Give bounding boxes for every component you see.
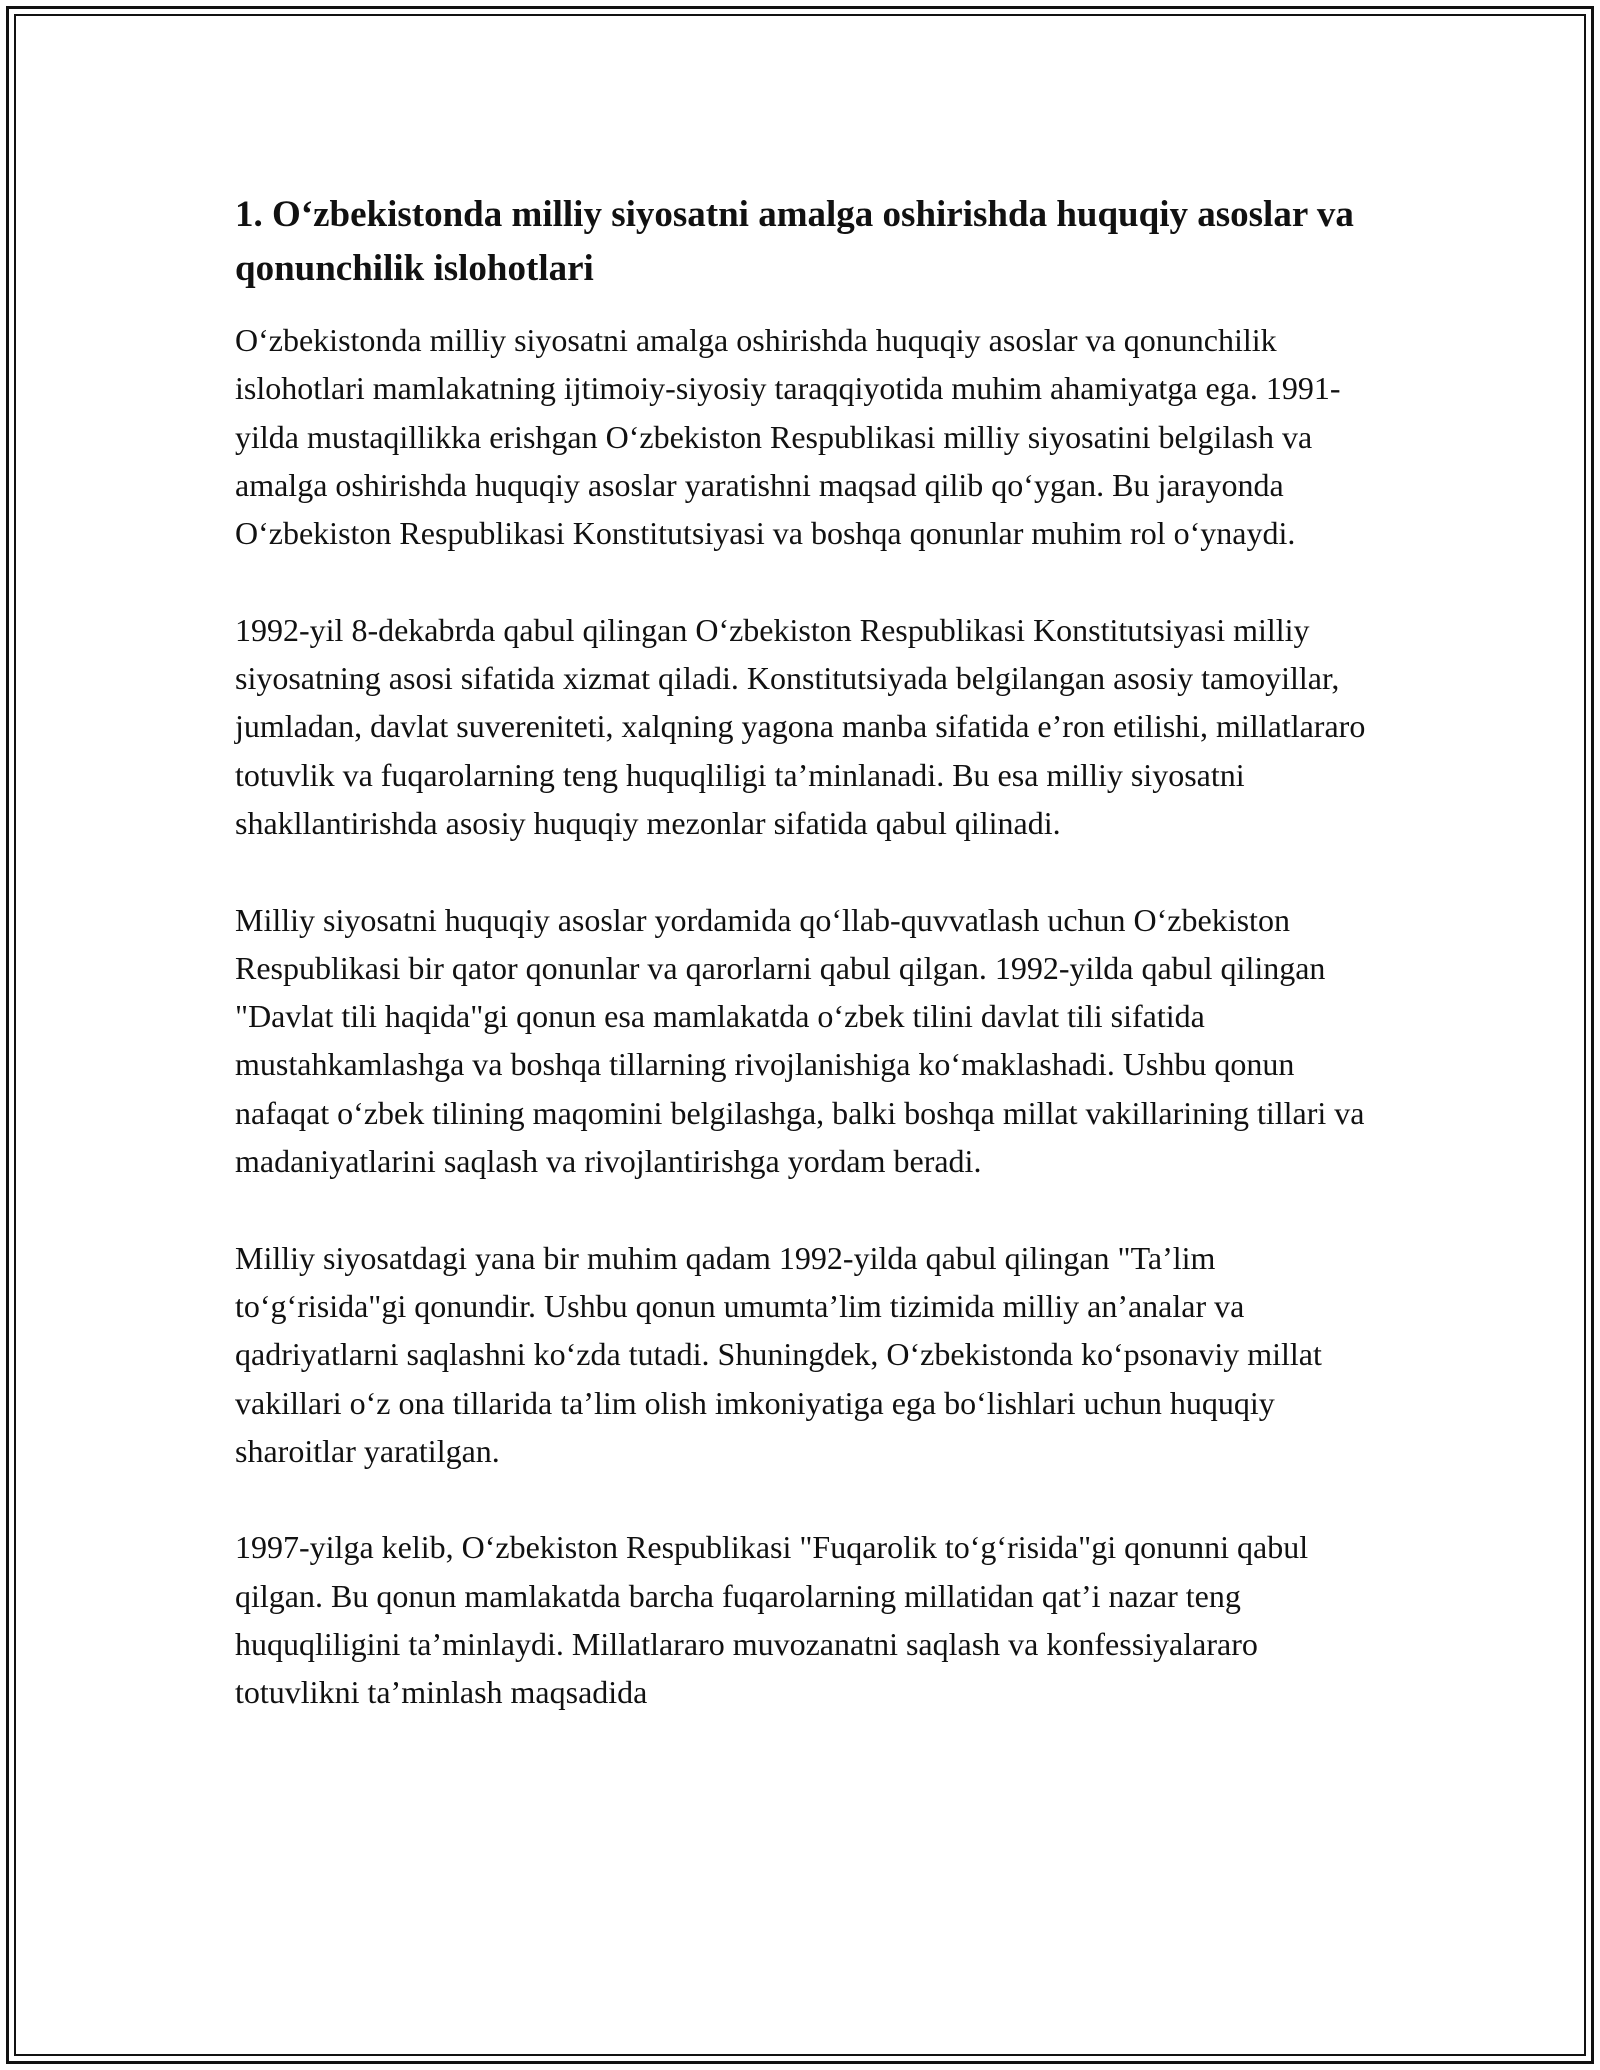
paragraph-5: 1997-yilga kelib, O‘zbekiston Respublikasi "Fuqarolik to‘g‘risida"gi qonunni qabul qilgan. Bu qonun mamlakatda barcha fuqarolarning millatidan qat’i nazar teng huquqliligini ta’minlaydi. Millatlararo muvozanatni saqlash va konfessiyalararo totuvlikni ta’minlash maqsadida [235,1529,1309,1711]
paragraph-4: Milliy siyosatdagi yana bir muhim qadam 1992-yilda qabul qilingan "Ta’lim to‘g‘risida"gi qonundir. Ushbu qonun umumta’lim tizimida milliy an’analar va qadriyatlarni saqlashni ko‘zda tutadi. Shuningdek, O‘zbekistonda ko‘psonaviy millat vakillari o‘z ona tillarida ta’lim olish imkoniyatiga ega bo‘lishlari uchun huquqiy sharoitlar yaratilgan. [235,1239,1322,1469]
paragraph-3: Milliy siyosatni huquqiy asoslar yordamida qo‘llab-quvvatlash uchun O‘zbekiston Respublikasi bir qator qonunlar va qarorlarni qabul qilgan. 1992-yilda qabul qilingan "Davlat tili haqida"gi qonun esa mamlakatda o‘zbek tilini davlat tili sifatida mustahkamlashga va boshqa tillarning rivojlanishiga ko‘maklashadi. Ushbu qonun nafaqat o‘zbek tilining maqomini belgilashga, balki boshqa millat vakillarining tillari va madaniyatlarini saqlash va rivojlantirishga yordam beradi. [235,901,1365,1180]
document-body [235,188,1370,1765]
section-heading: 1. O‘zbekistonda milliy siyosatni amalga oshirishda huquqiy asoslar va qonunchilik islohotlari [235,194,1354,289]
paragraph-2: 1992-yil 8-dekabrda qabul qilingan O‘zbekiston Respublikasi Konstitutsiyasi milliy siyosatning asosi sifatida xizmat qiladi. Konstitutsiyada belgilangan asosiy tamoyillar, jumladan, davlat suvereniteti, xalqning yagona manba sifatida e’ron etilishi, millatlararo totuvlik va fuqarolarning teng huquqliligi ta’minlanadi. Bu esa milliy siyosatni shakllantirishda asosiy huquqiy mezonlar sifatida qabul qilinadi. [235,611,1366,841]
paragraph-1: O‘zbekistonda milliy siyosatni amalga oshirishda huquqiy asoslar va qonunchilik islohotlari mamlakatning ijtimoiy-siyosiy taraqqiyotida muhim ahamiyatga ega. 1991-yilda mustaqillikka erishgan O‘zbekiston Respublikasi milliy siyosatini belgilash va amalga oshirishda huquqiy asoslar yaratishni maqsad qilib qo‘ygan. Bu jarayonda O‘zbekiston Respublikasi Konstitutsiyasi va boshqa qonunlar muhim rol o‘ynaydi. [235,322,1341,552]
